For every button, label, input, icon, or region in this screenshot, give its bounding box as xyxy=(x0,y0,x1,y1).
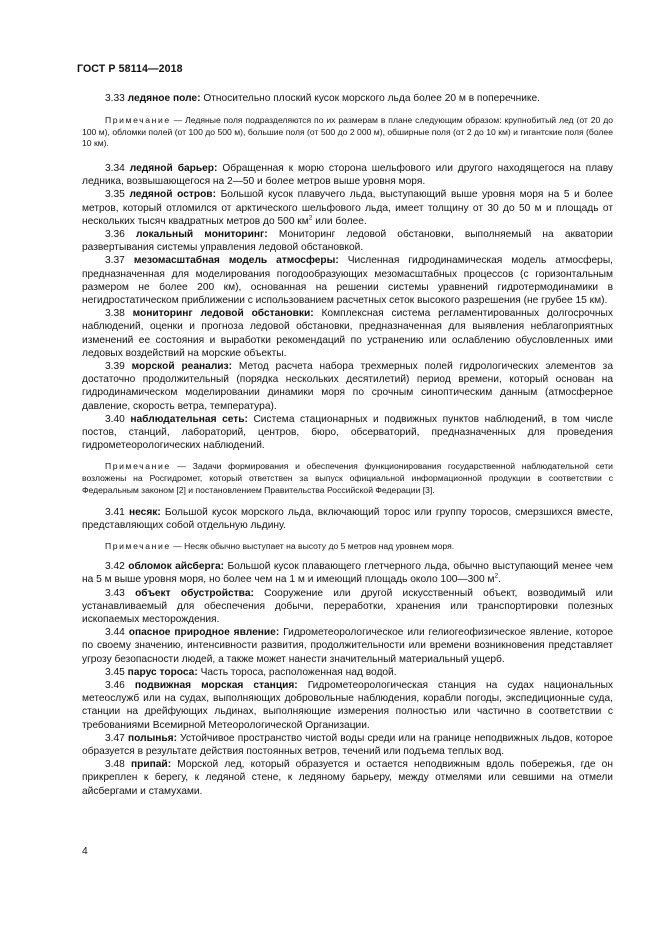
term-title: мониторинг ледовой обстановки: xyxy=(132,308,314,320)
note-label: Примечание xyxy=(105,540,171,551)
term-entry-3-45 xyxy=(82,666,613,679)
term-entry-3-39 xyxy=(82,360,613,413)
term-number: 3.48 xyxy=(105,759,125,771)
term-number: 3.42 xyxy=(105,561,125,573)
term-entry-3-48 xyxy=(82,758,613,798)
term-title: подвижная морская станция: xyxy=(134,680,298,692)
term-definition: Гидрометеорологическая станция на судах национальных метеослужб или на судах, выполняющих добровольные наблюдения, корабли погоды, экспедиционные суда, станции на дрейфующих льдинах, выполняющие измерения полностью или частично в соответствии с требованиями Всемирной Метеорологической Организации. xyxy=(82,680,613,731)
term-definition: Гидрометеорологическое или гелиогеофизическое явление, которое по своему значению, интенсивности развития, продолжительности или времени возникновения представляет угрозу безопасности людей, а также может нанести значительный материальный ущерб. xyxy=(82,627,613,665)
term-entry-3-40 xyxy=(82,413,613,453)
term-number: 3.47 xyxy=(105,732,125,744)
term-number: 3.33 xyxy=(105,93,125,104)
term-definition: Метод расчета набора трехмерных полей гидрологических элементов за достаточно продолжительный (порядка нескольких десятилетий) период времени, который основан на гидродинамическом моделировании динамики моря по срочным синоптическим данным (атмосферное давление, скорость ветра, температура). xyxy=(82,361,613,412)
term-number: 3.45 xyxy=(105,666,125,678)
term-entry-3-41 xyxy=(82,506,613,532)
note-3-41 xyxy=(82,541,613,553)
term-number: 3.39 xyxy=(105,361,125,373)
term-entry-3-35 xyxy=(82,188,613,228)
term-number: 3.37 xyxy=(105,255,125,267)
term-definition: Часть тороса, расположенная над водой. xyxy=(200,666,397,678)
term-number: 3.46 xyxy=(105,680,125,692)
term-number: 3.35 xyxy=(105,189,125,201)
term-title: несяк: xyxy=(128,507,161,519)
term-definition-end: или более. xyxy=(312,215,367,227)
document-header: ГОСТ Р 58114—2018 xyxy=(77,63,183,75)
term-definition: Численная гидродинамическая модель атмосферы, предназначенная для моделирования погодообразующих мезомасштабных процессов (с горизонтальным размером не более 200 км), основанная на решении системы уравнений гидротермодинамики в негидростатическом приближении с использованием расчетных сеток высокого разрешения (не грубее 15 км). xyxy=(82,255,613,307)
term-title: ледяное поле: xyxy=(127,93,201,104)
term-title: полынья: xyxy=(127,732,178,744)
term-title: обломок айсберга: xyxy=(128,561,225,573)
term-entry-3-47 xyxy=(82,732,613,758)
term-definition: Относительно плоский кусок морского льда более 20 м в поперечнике. xyxy=(203,93,540,104)
term-entry-3-33 xyxy=(82,92,613,105)
term-title: объект обустройства: xyxy=(135,587,254,599)
term-entry-3-37 xyxy=(82,254,613,307)
term-number: 3.38 xyxy=(105,308,125,320)
term-entry-3-38 xyxy=(82,307,613,360)
term-entry-3-44 xyxy=(82,626,613,666)
term-definition: Мониторинг ледовой обстановки, выполняемый на акватории развертывания системы управления ледовой обстановкой. xyxy=(82,229,613,254)
term-definition: Морской лед, который образуется и остается неподвижным вдоль побережья, где он прикреплен к берегу, к ледяной стене, к ледяному барьеру, между отмелями или севшими на отмели айсбергами и стамухами. xyxy=(82,759,613,797)
term-number: 3.44 xyxy=(105,627,125,639)
term-number: 3.43 xyxy=(105,587,125,599)
page-number: 4 xyxy=(82,846,88,857)
term-entry-3-34 xyxy=(82,162,613,188)
superscript: 2 xyxy=(308,214,313,222)
note-label: Примечание xyxy=(105,461,171,472)
note-3-40 xyxy=(82,461,613,496)
term-number: 3.36 xyxy=(105,229,125,240)
term-number: 3.41 xyxy=(105,507,125,519)
term-number: 3.34 xyxy=(105,162,125,174)
term-entry-3-36 xyxy=(82,228,613,254)
term-title: мезомасштабная модель атмосферы: xyxy=(133,255,339,267)
term-entry-3-43 xyxy=(82,587,613,627)
term-title: припай: xyxy=(130,759,172,771)
term-entry-3-42 xyxy=(82,560,613,586)
term-title: морской реанализ: xyxy=(131,361,233,373)
term-title: наблюдательная сеть: xyxy=(130,413,248,425)
document-body xyxy=(82,92,613,798)
term-definition: Большой кусок морского льда, включающий торос или группу торосов, смерзшихся вместе, представляющих собой отдельную льдину. xyxy=(82,507,613,532)
term-definition-end: . xyxy=(498,574,501,586)
term-number: 3.40 xyxy=(105,413,125,425)
note-3-33 xyxy=(82,115,613,150)
term-definition: Комплексная система регламентированных долгосрочных наблюдений, оценки и прогноза ледовой обстановки, предназначенная для выявления неблагоприятных изменений ее состояния и выработки рекомендаций по устранению или ослаблению обусловленных ими ледовых воздействий на морские объекты. xyxy=(82,308,613,359)
term-definition: Система стационарных и подвижных пунктов наблюдений, в том числе постов, станций, лабораторий, центров, бюро, обсерваторий, предназначенных для проведения гидрометеорологических наблюдений. xyxy=(82,413,613,452)
term-entry-3-46 xyxy=(82,679,613,732)
note-text: — Задачи формирования и обеспечения функционирования государственной наблюдательной сети возложены на Росгидромет, который ответствен за выпуск официальной информационной продукции в соответствии с Федеральным законом [2] и постановлением Правительства Российской Федерации [3]. xyxy=(82,461,613,495)
term-definition: Большой кусок плавающего глетчерного льда, обычно выступающий менее чем на 5 м выше уровня моря, но более чем на 1 м и имеющий площадь около 100—300 м xyxy=(82,561,614,586)
term-definition: Устойчивое пространство чистой воды среди или на границе неподвижных льдов, которое образуется в результате действия постоянных ветров, течений или подъема теплых вод. xyxy=(82,732,613,758)
term-title: ледяной остров: xyxy=(129,189,216,201)
term-title: опасное природное явление: xyxy=(128,627,280,639)
note-text: — Ледяные поля подразделяются по их размерам в плане следующим образом: крупнобитый лед (от 20 до 100 м), обломки полей (от 100 до 500 м), большие поля (от 500 до 2 000 м), обширные поля (от 2 до 10 км) и гигантские поля (более 10 км). xyxy=(82,115,613,149)
note-label: Примечание xyxy=(105,115,171,126)
term-definition: Обращенная к морю сторона шельфового или другого находящегося на плаву ледника, возвышающегося на 2—50 и более метров выше уровня моря. xyxy=(82,162,613,188)
note-text: — Несяк обычно выступает на высоту до 5 метров над уровнем моря. xyxy=(170,540,455,551)
term-definition: Сооружение или другой искусственный объект, возводимый или устанавливаемый для обеспечения добычи, переработки, хранения или транспортировки полезных ископаемых месторождения. xyxy=(82,587,613,626)
term-title: парус тороса: xyxy=(127,666,198,678)
superscript: 2 xyxy=(494,573,499,581)
term-title: локальный мониторинг: xyxy=(135,229,268,240)
term-title: ледяной барьер: xyxy=(129,162,218,174)
term-definition: Большой кусок плавучего льда, выступающий выше уровня моря на 5 и более метров, который отломился от арктического шельфового льда, имеет толщину от 30 до 50 м и площадь от нескольких тысяч квадратных метров до 500 км xyxy=(82,189,613,227)
